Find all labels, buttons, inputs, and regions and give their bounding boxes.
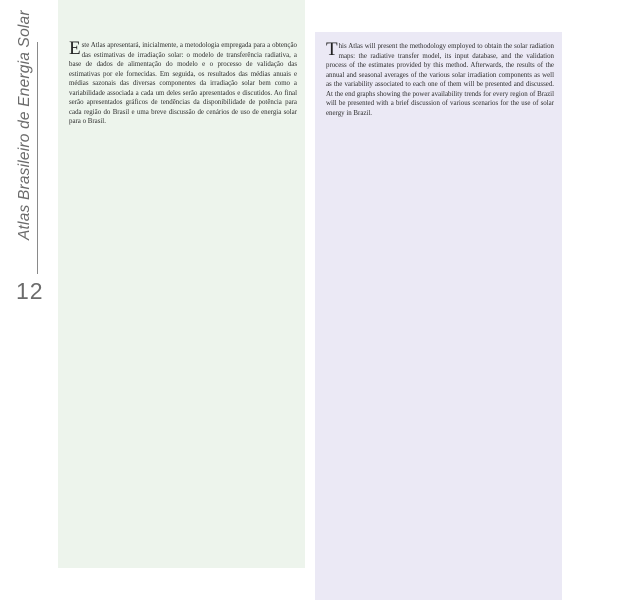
portuguese-body: ste Atlas apresentará, inicialmente, a metodologia empregada para a obtenção das estimativas de irradiação solar: o modelo de transferência radiativa, a base de dados de alimentação do modelo e o processo de validação das estimativas por ele fornecidas. Em seguida, os resultados das médias anuais e médias sazonais das diversas componentes da irradiação solar bem como a variabilidade associada a cada um deles serão apresentados e discutidos. Ao final serão apresentados gráficos de tendências da disponibilidade de potência para cada região do Brasil e uma breve discussão de cenários de uso de energia solar para o Brasil. <box>69 42 297 126</box>
english-text-panel <box>315 32 562 600</box>
running-title: Atlas Brasileiro de Energia Solar <box>16 10 33 240</box>
page-number: 12 <box>16 278 44 304</box>
english-body: his Atlas will present the methodology employed to obtain the solar radiation maps: the radiative transfer model, its input database, and the validation process of the estimates provided by this method. Afterwards, the results of the annual and seasonal averages of the various solar irradiation components as well as the variability associated to each one of them will be presented and discussed. At the end graphs showing the power availability trends for every region of Brazil will be presented with a brief discussion of various scenarios for the use of solar energy in Brazil. <box>326 43 554 117</box>
portuguese-paragraph <box>69 38 297 127</box>
english-dropcap: T <box>326 39 338 60</box>
portuguese-dropcap: E <box>69 38 81 59</box>
vertical-divider <box>37 42 38 274</box>
portuguese-text-panel <box>58 0 305 568</box>
english-paragraph <box>326 39 554 118</box>
